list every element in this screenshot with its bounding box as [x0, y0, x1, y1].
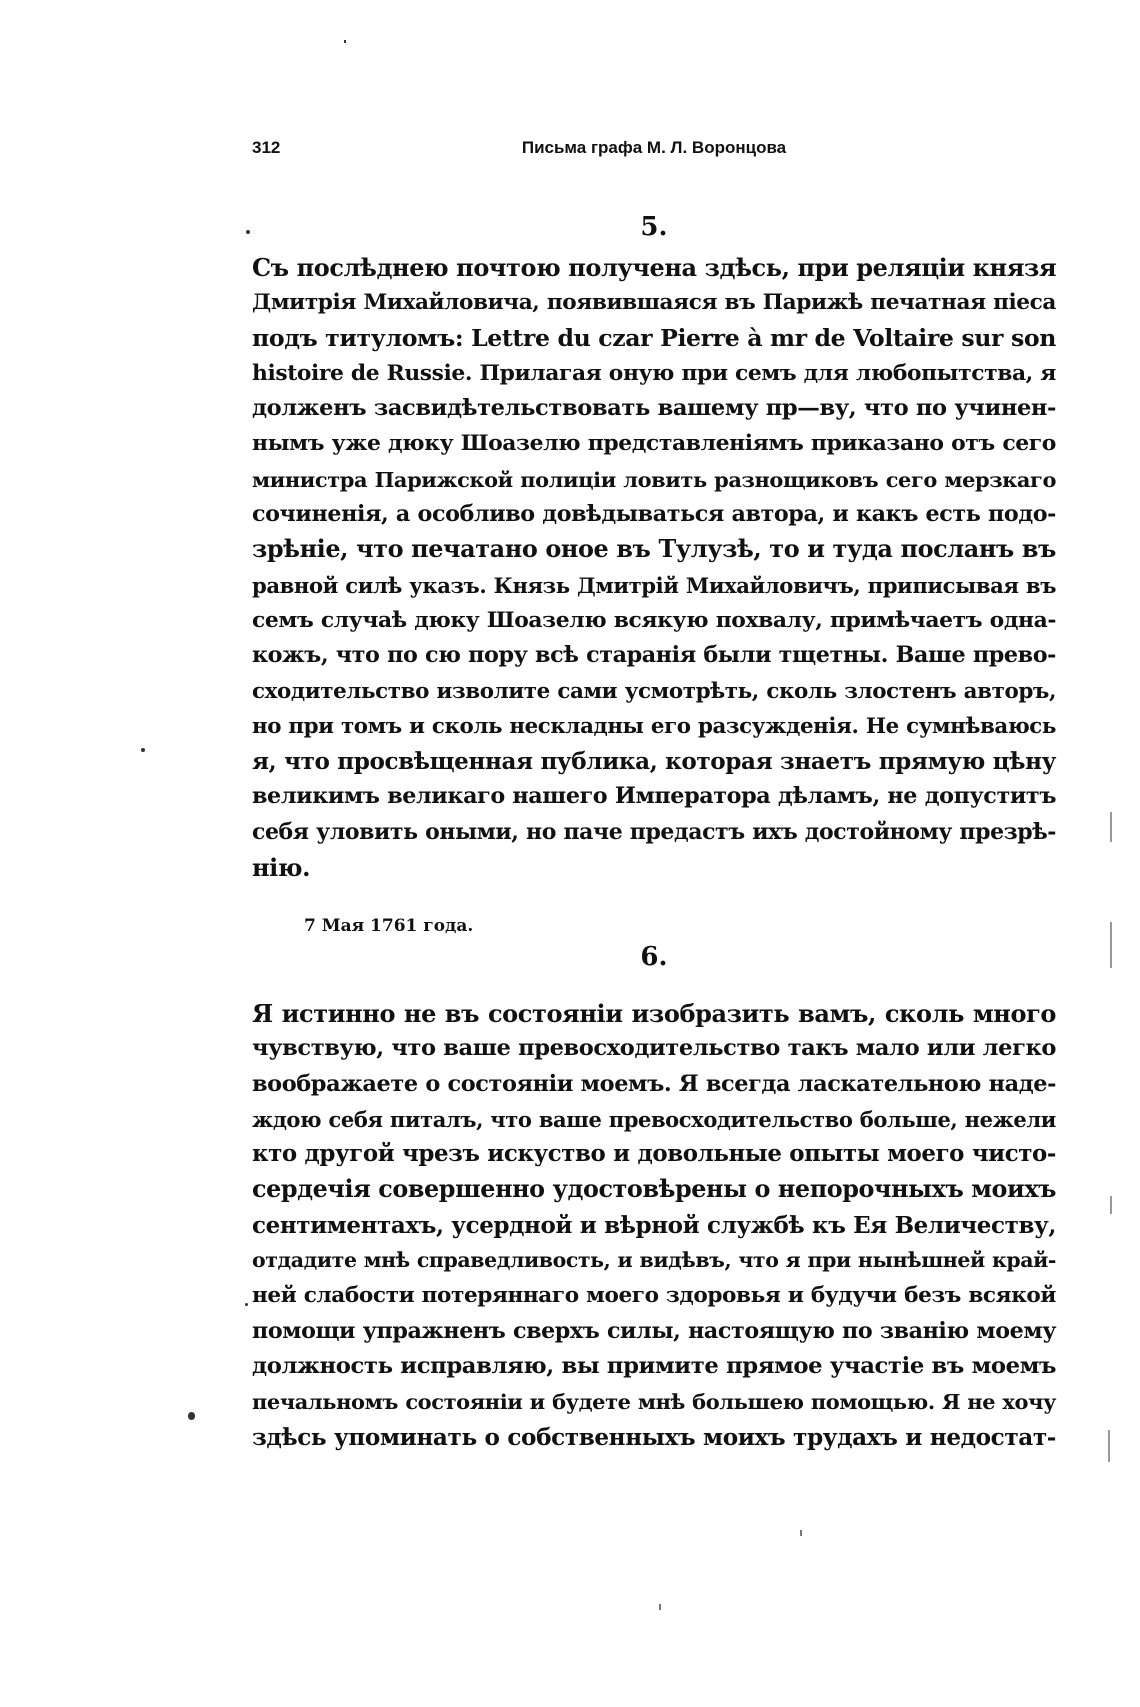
scan-speck: [1108, 1430, 1110, 1462]
letter-6-text: [252, 996, 1056, 1455]
text-line: отдадите мнѣ справедливость, и видѣвъ, что я при нынѣшней край-: [252, 1248, 1056, 1273]
text-line: чувствую, что ваше превосходительство такъ мало или легко: [252, 1035, 1056, 1062]
text-line: себя уловить оными, но паче предастъ ихъ достойному презрѣ-: [252, 818, 1056, 845]
scan-speck: [245, 1303, 248, 1306]
text-line: Дмитрія Михайловича, появившаяся въ Парижѣ печатная піеса: [252, 290, 1056, 316]
text-line: сочиненія, а особливо довѣдываться автора, и какъ есть подо-: [252, 501, 1056, 528]
text-line: подъ титуломъ: Lettre du czar Pierre à mr de Voltaire sur son: [252, 323, 1056, 352]
running-title: Письма графа М. Л. Воронцова: [521, 138, 787, 157]
text-line: здѣсь упоминать о собственныхъ моихъ трудахъ и недостат-: [252, 1423, 1056, 1451]
text-line: я, что просвѣщенная публика, которая знаетъ прямую цѣну: [252, 748, 1056, 776]
text-line: нымъ уже дюку Шоазелю представленіямъ приказано отъ сего: [252, 430, 1056, 457]
text-line: кто другой чрезъ искуство и довольные опыты моего чисто-: [252, 1141, 1056, 1168]
letter-5-date: 7 Мая 1761 года.: [304, 916, 474, 936]
running-header: [252, 138, 1056, 168]
text-line: сердечія совершенно удостовѣрены о непорочныхъ моихъ: [252, 1175, 1057, 1204]
text-line: должность исправляю, вы примите прямое участіе въ моемъ: [252, 1352, 1056, 1379]
text-line: министра Парижской полиціи ловить разнощиковъ сего мерзкаго: [252, 466, 1056, 492]
scan-speck: [246, 230, 250, 234]
text-line: histoire de Russie. Прилагая оную при семъ для любопытства, я: [252, 360, 1056, 386]
text-line: ней слабости потеряннаго моего здоровья и будучи безъ всякой: [252, 1283, 1056, 1309]
text-line: Я истинно не въ состояніи изобразить вамъ, сколь много: [252, 999, 1056, 1028]
page-number: 312: [252, 138, 281, 157]
scan-speck: [659, 1604, 661, 1610]
text-line: семъ случаѣ дюку Шоазелю всякую похвалу, примѣчаетъ одна-: [252, 606, 1056, 633]
letter-5-number: 5.: [640, 212, 668, 242]
text-line: ждою себя питалъ, что ваше превосходительство больше, нежели: [252, 1106, 1056, 1132]
scan-speck: [1110, 812, 1112, 842]
letter-5-text: [252, 250, 1056, 885]
text-line: печальномъ состояніи и будете мнѣ большею помощью. Я не хочу: [252, 1389, 1056, 1415]
text-line: нію.: [252, 853, 311, 883]
scan-speck: [1110, 1196, 1112, 1214]
scan-speck: [800, 1530, 802, 1536]
text-line: долженъ засвидѣтельствовать вашему пр—ву, что по учинен-: [252, 395, 1056, 422]
text-line: равной силѣ указъ. Князь Дмитрій Михайловичъ, приписывая въ: [252, 572, 1056, 598]
scan-speck: [1110, 922, 1112, 968]
text-line: Съ послѣднею почтою получена здѣсь, при реляціи князя: [252, 253, 1057, 282]
text-line: кожъ, что по сю пору всѣ старанія были тщетны. Ваше прево-: [252, 642, 1056, 669]
text-line: но при томъ и сколь нескладны его разсужденія. Не сумнѣваюсь: [252, 713, 1056, 739]
text-line: зрѣніе, что печатано оное въ Тулузѣ, то и туда посланъ въ: [252, 535, 1056, 564]
letter-6-number: 6.: [640, 942, 668, 972]
text-line: великимъ великаго нашего Императора дѣламъ, не допуститъ: [252, 783, 1056, 810]
scan-speck: [188, 1412, 195, 1420]
text-line: помощи упражненъ сверхъ силы, настоящую по званію моему: [252, 1317, 1056, 1344]
text-line: воображаете о состояніи моемъ. Я всегда ласкательною наде-: [252, 1070, 1056, 1097]
scan-speck: [141, 748, 145, 752]
text-line: сходительство изволите сами усмотрѣть, сколь злостенъ авторъ,: [252, 678, 1056, 704]
text-line: сентиментахъ, усердной и вѣрной службѣ къ Ея Величеству,: [252, 1211, 1056, 1239]
scan-speck: [344, 40, 346, 43]
